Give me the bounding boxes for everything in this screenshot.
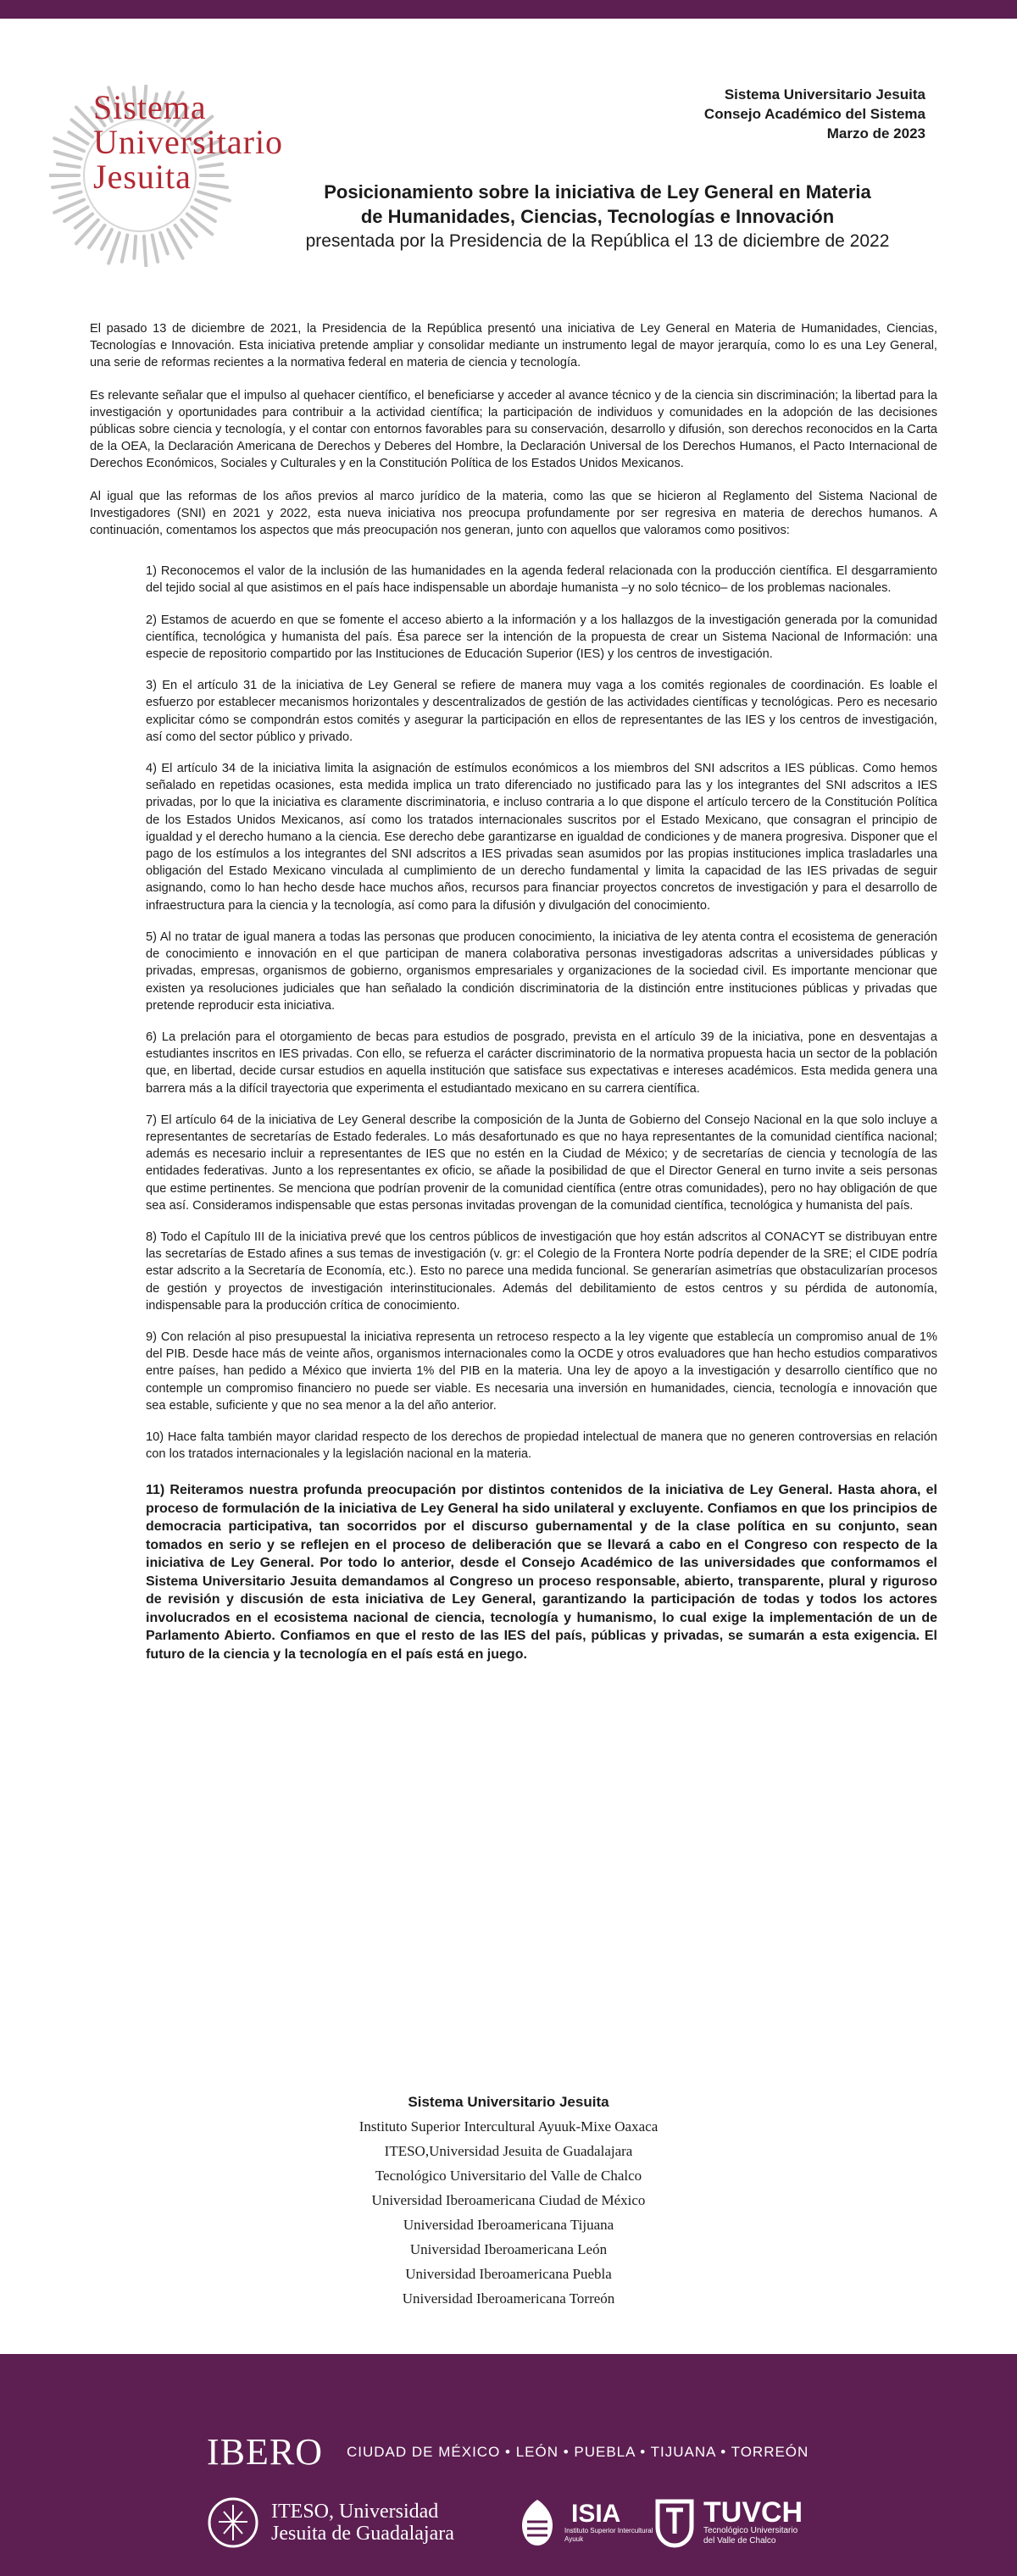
institution: Instituto Superior Intercultural Ayuuk-Mixe Oaxaca (358, 2118, 659, 2135)
logo-line-3: Jesuita (93, 158, 192, 196)
title-line-2: de Humanidades, Ciencias, Tecnologías e Innovación (360, 206, 835, 227)
point-5: 5) Al no tratar de igual manera a todas las personas que producen conocimiento, la iniciativa de ley atenta contra el ecosistema de generación de conocimiento e innovación en el que participan de manera colaborativa personas investigadoras adscritas a universidades públicas y privadas, empresas, organismos de gobierno, organismos empresariales y organizaciones de la sociedad civil. Es importante mencionar que existen ya resoluciones judiciales que han señalado la condición discriminatoria de la distinción entre instituciones públicas y privadas que pretende reproducir esta iniciativa. (146, 930, 937, 1013)
meta-line-1: Sistema Universitario Jesuita (724, 86, 925, 103)
intro-paragraph-3: Al igual que las reformas de los años previos al marco jurídico de la materia, como las que se hicieron al Reglamento del Sistema Nacional de Investigadores (SNI) en 2021 y 2022, esta nueva iniciativa nos preocupa profundamente por ser regresiva en materia de derechos humanos. A continuación, comentamos los aspectos que más preocupación nos generan, junto con aquellos que valoramos como positivos: (90, 489, 937, 538)
institution: ITESO,Universidad Jesuita de Guadalajara (384, 2143, 633, 2159)
isia-name: ISIA (571, 2500, 621, 2528)
meta-date: Marzo de 2023 (826, 125, 925, 142)
institution: Tecnológico Universitario del Valle de Chalco (375, 2168, 642, 2184)
ibero-cities: CIUDAD DE MÉXICO • LEÓN • PUEBLA • TIJUANA • TORREÓN (347, 2443, 809, 2460)
ibero-row (207, 2430, 809, 2473)
meta-line-2: Consejo Académico del Sistema (703, 106, 925, 122)
logo-ray (134, 236, 136, 258)
point-7: 7) El artículo 64 de la iniciativa de Ley General describe la composición de la Junta de Gobierno del Consejo Nacional en la que solo incluye a representantes de secretarías de Estado federales. Lo más desafortunado es que no haya representantes de la comunidad científica nacional; además es necesario incluir a representantes de IES que no estén en la Ciudad de México; y de secretarías de ciencia y tecnología de las entidades federativas. Junto a los representantes ex oficio, se añade la posibilidad de que el Director General en turno invite a seis personas que estime pertinentes. Se menciona que podrían provenir de la comunidad científica (entre otras comunidades), pero no hay obligación de que sea así. Consideramos indispensable que estas personas invitadas provengan de la comunidad científica, tecnológica y humanista del país. (146, 1113, 937, 1213)
top-bar (0, 0, 1017, 19)
subtitle: presentada por la Presidencia de la República el 13 de diciembre de 2022 (305, 231, 890, 251)
point-9: 9) Con relación al piso presupuestal la iniciativa representa un retroceso respecto a la ley vigente que establecía un compromiso anual de 1% del PIB. Desde hace más de veinte años, organismos internacionales como la OCDE y otros evaluadores que han hecho estudios comparativos entre países, han pedido a México que invierta 1% del PIB en la materia. Una ley de apoyo a la investigación y desarrollo científico que no contemple un compromiso financiero no puede ser viable. Es necesaria una inversión en humanidades, ciencia, tecnología e innovación que sea estable, suficiente y que no sea menor a la del año anterior. (146, 1330, 937, 1413)
logo-ray (160, 233, 168, 253)
point-3: 3) En el artículo 31 de la iniciativa de Ley General se refiere de manera muy vaga a los comités regionales de coordinación. Es loable el esfuerzo por establecer mecanismos horizontales y descentralizados de gestión de las actividades científicas y tecnológicas. Pero es necesario explicitar cómo se compondrán estos comités y asegurar la participación en ellos de representantes de las IES y los centros de investigación, así como del sector público y privado. (146, 679, 937, 744)
point-4: 4) El artículo 34 de la iniciativa limita la asignación de estímulos económicos a los miembros del SNI adscritos a IES públicas. Como hemos señalado en repetidas ocasiones, esta medida implica un trato diferenciado no justificado para las y los integrantes del SNI adscritos a IES privadas, por lo que la iniciativa es claramente discriminatoria, e incluso contraria a lo que dispone el artículo tercero de la Constitución Política de los Estados Unidos Mexicanos, así como los tratados internacionales suscritos por el Estado Mexicano, que consagran el principio de igualdad y el derecho humano a la ciencia. Ese derecho debe garantizarse en igualdad de condiciones y de manera progresiva. Disponer que el pago de los estímulos a los integrantes del SNI adscritos a IES privadas sean asumidos por las propias instituciones implica trasladarles una obligación del Estado Mexicano vinculada al cumplimiento de un derecho fundamental y limita la capacidad de las IES privadas de seguir asignando, como lo han hecho desde hace muchos años, recursos para financiar proyectos concretos de investigación y para el desarrollo de infraestructura para la ciencia y la tecnología, así como para la difusión y divulgación del conocimiento. (146, 762, 937, 913)
tuvch-emblem-icon (653, 2496, 697, 2549)
logo-ray (181, 220, 197, 236)
iteso-name-2: Jesuita de Guadalajara (271, 2523, 454, 2545)
logo-ray (144, 236, 147, 267)
logo-ray (60, 192, 81, 197)
logo-line-2: Universitario (93, 123, 284, 161)
footer-banner (0, 2354, 1017, 2576)
point-10: 10) Hace falta también mayor claridad respecto de los derechos de propiedad intelectual de manera que no generen controversias en relación con los tratados internacionales y la legislación nacional en la materia. (146, 1430, 937, 1462)
logo-ray (58, 164, 80, 168)
partner-logos (207, 2496, 851, 2556)
logo-line-1: Sistema (93, 88, 207, 126)
logo-ray (75, 214, 92, 227)
institution: Universidad Iberoamericana León (409, 2241, 608, 2257)
closing-paragraph: 11) Reiteramos nuestra profunda preocupación por distintos contenidos de la iniciativa de Ley General. Hasta ahora, el proceso de formulación de la iniciativa de Ley General ha sido unilateral y excluyente. Confiamos en que los principios de democracia participativa, tan socorridos por el discurso gubernamental y de la clase política en su conjunto, sean tomados en serio y se reflejen en el proceso de deliberación que se llevará a cabo en el Congreso con respecto de la iniciativa de Ley General. Por todo lo anterior, desde el Consejo Académico de las universidades que conformamos el Sistema Universitario Jesuita demandamos al Congreso un proceso responsable, abierto, transparente, plural y riguroso de revisión y discusión de esta iniciativa de Ley General, garantizando la participación de todas y todos los actores involucrados en el ecosistema nacional de ciencia, tecnología y humanismo, lo cual exige la implementación de un de Parlamento Abierto. Confiamos en que el resto de las IES del país, públicas y privadas, se sumarán a esta exigencia. El futuro de la ciencia y la tecnología en el país está en juego. (146, 1483, 937, 1662)
intro-paragraph-1: El pasado 13 de diciembre de 2021, la Presidencia de la República presentó una iniciativa de Ley General en Materia de Humanidades, Ciencias, Tecnologías e Innovación. Esta iniciativa pretende ampliar y consolidar mediante un instrumento legal de mayor jerarquía, como lo es una Ley General, una serie de reformas recientes a la normativa federal en materia de ciencia y tecnología. (90, 322, 937, 370)
suj-logo (49, 85, 284, 267)
logo-ray (153, 235, 158, 261)
iteso-logo (207, 2496, 454, 2549)
isia-subtitle: Instituto Superior Intercultural Ayuuk (564, 2527, 653, 2543)
logo-ray (108, 233, 119, 264)
tuvch-logo (653, 2496, 803, 2549)
document-title (271, 180, 924, 253)
ibero-logo: IBERO (207, 2431, 323, 2473)
intro-paragraph-2: Es relevante señalar que el impulso al quehacer científico, el beneficiarse y acceder al avance técnico y de la ciencia sin discriminación; la libertad para la investigación y oportunidades para contribuir a la actividad científica; la participación de individuos y comunidades en la adopción de las decisiones públicas sobre ciencia y tecnología, y el contar con entornos favorables para su conservación, desarrollo y difusión, son derechos reconocidos en la Carta de la OEA, la Declaración Americana de Derechos y Deberes del Hombre, la Declaración Universal de los Derechos Humanos, el Pacto Internacional de Derechos Económicos, Sociales y Culturales y en la Constitución Política de los Estados Unidos Mexicanos. (90, 388, 937, 471)
logo-ray (69, 132, 87, 144)
isia-emblem-icon (515, 2496, 559, 2549)
iteso-name-1: ITESO, Universidad (271, 2501, 439, 2523)
document-body (90, 320, 937, 1663)
point-1: 1) Reconocemos el valor de la inclusión de las humanidades en la agenda federal relacionada con la producción científica. El desgarramiento del tejido social al que asistimos en el país hace indispensable un abordaje humanista –y no solo técnico– de los problemas nacionales. (146, 564, 937, 596)
title-line-1: Posicionamiento sobre la iniciativa de Ley General en Materia (324, 181, 871, 203)
signatures (0, 2090, 1017, 2311)
point-2: 2) Estamos de acuerdo en que se fomente el acceso abierto a la información y a los hallazgos de la investigación generada por la comunidad científica, tecnológica y humanista del país. Ésa parece ser la intención de la propuesta de crear un Sistema Nacional de Información: una especie de repositorio compartido por las Instituciones de Educación Superior (IES) y los centros de investigación. (146, 613, 937, 662)
tuvch-name: TUVCH (703, 2496, 803, 2529)
header-meta (704, 85, 925, 143)
logo-ray (122, 235, 128, 261)
institution: Universidad Iberoamericana Puebla (405, 2266, 612, 2282)
point-6: 6) La prelación para el otorgamiento de becas para estudios de posgrado, prevista en el artículo 39 de la iniciativa, pone en desventajas a estudiantes inscritos en IES privadas. Con ello, se refuerza el carácter discriminatorio de la normativa propuesta hacia un sector de la población que, en libertad, decide cursar estudios en aquella institución que satisface sus expectativas e intereses académicos. Esta medida genera una barrera más a la difícil trayectoria que experimenta el estudiantado mexicano en su carrera científica. (146, 1030, 937, 1096)
numbered-points (146, 563, 937, 1463)
point-8: 8) Todo el Capítulo III de la iniciativa prevé que los centros públicos de investigación que hoy están adscritos al CONACYT se distribuyan entre las secretarías de Estado afines a sus temas de investigación (v. gr: el Colegio de la Frontera Norte podría depender de la SRE; el CIDE podría estar adscrito a la Secretaría de Economía, etc.). Esto no parece una medida funcional. Se generarían asimetrías que obstaculizarían procesos de gestión y proyectos de investigación interinstitucionales. Además del debilitamiento de estos centros y su pérdida de autonomía, indispensable para la producción crítica de conocimiento. (146, 1230, 937, 1313)
logo-wordmark (93, 90, 283, 194)
logo-ray (196, 200, 216, 208)
tuvch-subtitle-1: Tecnológico Universitario (703, 2526, 798, 2535)
isia-logo (515, 2496, 658, 2549)
logo-ray (55, 152, 81, 159)
logo-ray (53, 184, 80, 187)
institution: Universidad Iberoamericana Torreón (402, 2290, 615, 2307)
signature-title: Sistema Universitario Jesuita (408, 2094, 609, 2110)
institution: Universidad Iberoamericana Ciudad de México (371, 2192, 646, 2208)
tuvch-subtitle-2: del Valle de Chalco (703, 2536, 776, 2545)
institution: Universidad Iberoamericana Tijuana (403, 2217, 614, 2233)
iteso-emblem-icon (207, 2496, 259, 2549)
logo-ray (102, 230, 112, 249)
